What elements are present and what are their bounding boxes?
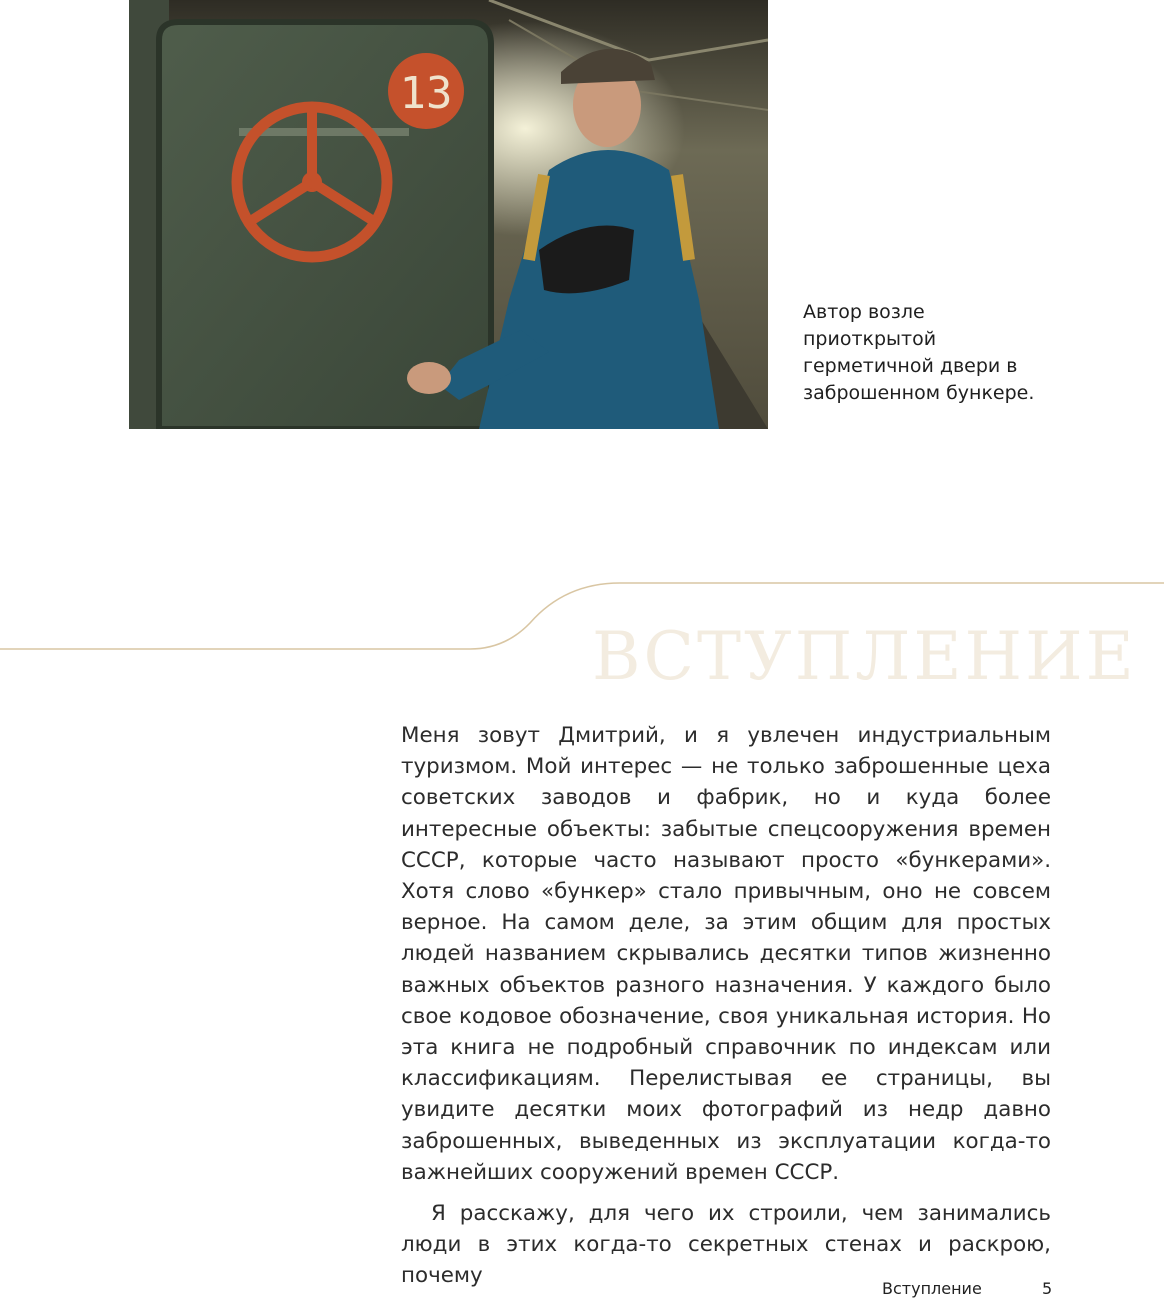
intro-text (401, 720, 1051, 1302)
page-number: 5 (1042, 1279, 1053, 1298)
author-photo (129, 0, 768, 429)
door-number: 13 (399, 68, 453, 119)
photo-caption: Автор возле приоткрытой герметичной двери в заброшенном бункере. (803, 301, 1035, 404)
bunker-door-photo-icon (129, 0, 768, 429)
paragraph: Меня зовут Дмитрий, и я увлечен индустриальным туризмом. Мой интерес — не только заброшенные цеха советских заводов и фабрик, но и куда более интересные объекты: забытые спецсооружения времен СССР, которые часто называют просто «бункерами». Хотя слово «бункер» стало привычным, оно не совсем верное. На самом деле, за этим общим для простых людей названием скрывались десятки типов жизненно важных объектов разного назначения. У каждого было свое кодовое обозначение, своя уникальная история. Но эта книга не подробный справочник по индексам или классификациям. Перелистывая ее страницы, вы увидите десятки моих фотографий из недр давно заброшенных, выведенных из эксплуатации когда-то важнейших сооружений времен СССР. (401, 723, 1051, 1185)
section-title: ВСТУПЛЕНИЕ (592, 618, 1137, 695)
running-footer-chapter: Вступление (882, 1279, 982, 1298)
paragraph: Я расскажу, для чего их строили, чем занимались люди в этих когда-то секретных стенах и раскрою, почему (401, 1201, 1051, 1289)
